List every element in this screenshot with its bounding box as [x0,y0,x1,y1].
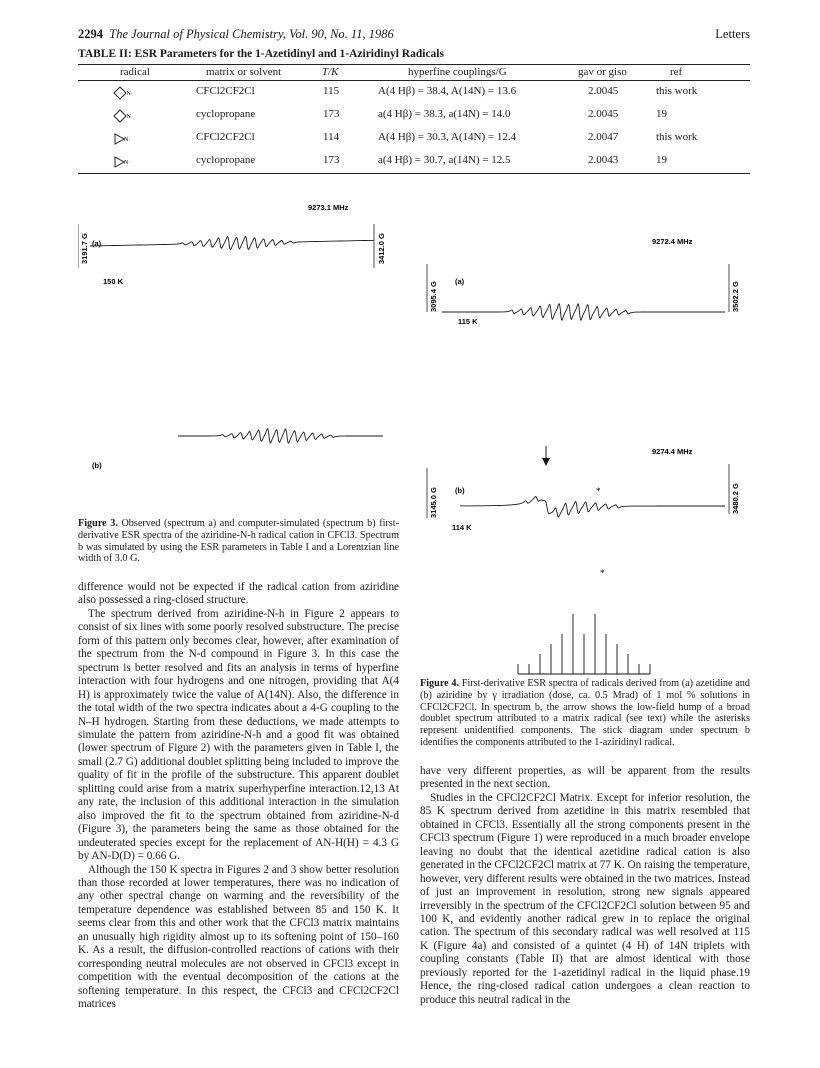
figure-3-caption-label: Figure 3. [78,518,118,529]
body-right-column [420,765,750,1007]
matrix-cell: cyclopropane [196,154,256,166]
figure-3-caption [78,518,399,565]
temp-cell: 114 [323,131,340,143]
figure-3-caption-text: Observed (spectrum a) and computer-simulated (spectrum b) first-derivative ESR spectra of the aziridine-N-h radical cation in CFCl3. Spectrum b was simulated by using the ESR parameters in Table I and a Lorentzian line width of 3.0 G. [78,518,399,565]
figure-4b-field-right: 3480.2 G [731,483,740,514]
radical-label: N· [124,137,131,143]
running-header [78,27,750,45]
table-row [78,127,750,150]
figure-4a-spectrum [442,304,725,321]
hyperfine-cell: a(4 Hβ) = 30.7, a(14N) = 12.5 [378,154,511,166]
aziridinyl-structure-icon [110,129,136,149]
aziridinyl-structure-icon [110,152,136,172]
header-hyperfine: hyperfine couplings/G [408,66,507,78]
matrix-cell: cyclopropane [196,108,256,120]
header-matrix: matrix or solvent [206,66,282,78]
figure-4b-temperature: 114 K [452,523,472,532]
paragraph: have very different properties, as will be apparent from the results presented in the next section. [420,765,750,791]
paragraph: Studies in the CFCl2CF2Cl Matrix. Except for inferior resolution, the 85 K spectrum derived from azetidine in this matrix resembled that obtained in CFCl3. Essentially all the strong components present in the CFCl3 spectrum (Figure 1) were reproduced in a much broader envelope leaving no doubt that the identical azetidine radical cation is also generated in the CFCl2CF2Cl matrix at 77 K. On raising the temperature, however, very different results were obtained in the two matrices. Instead of just an improvement in resolution, strong new signals appeared irreversibly in the spectrum of the CFCl2CF2Cl solution between 95 and 100 K, and evidently another radical grew in to replace the original cation. The spectrum of this secondary radical was well resolved at 115 K (Figure 4a) and consisted of a quintet (4 H) of 14N triplets with coupling constants (Table II) that are almost identical with those previously reported for the 1-azetidinyl radical in the liquid phase.19 Hence, the ring-closed radical cation undergoes a clean reaction to produce this neutral radical in the [420,791,750,1006]
header-radical: radical [120,66,150,78]
figure-4b-frequency: 9274.4 MHz [652,447,693,456]
figure-3-spectra [78,196,403,516]
asterisk-mark: * [600,568,605,578]
esr-parameter-table [78,64,750,174]
figure-4b-label: (b) [455,486,465,495]
figure-4b-field-left: 3145.0 G [429,487,438,518]
temp-cell: 173 [323,108,340,120]
g-cell: 2.0043 [588,154,619,166]
figure-4-caption-label: Figure 4. [420,678,460,689]
g-cell: 2.0047 [588,131,619,143]
radical-label: N· [126,91,133,97]
ref-cell: 19 [656,108,667,120]
radical-label: N· [124,160,131,166]
figure-4-caption [420,678,750,749]
g-cell: 2.0045 [588,85,619,97]
figure-4 [420,196,750,676]
paragraph: Although the 150 K spectra in Figures 2 and 3 show better resolution than those recorded at lower temperatures, there was no indication of any other spectral change on warming and the reversibility of the temperature dependence was established between 85 and 150 K. It seems clear from this and other work that the CFCl3 matrix maintains an unusually high rigidity almost up to its softening point of 150–160 K. As a result, the diffusion-controlled reactions of cations with their corresponding neutral molecules are not observed in CFCl3 except in competition with the eventual decomposition of the cations at the softening temperature. In this respect, the CFCl3 and CFCl2CF2Cl matrices [78,863,399,1011]
ref-cell: this work [656,85,698,97]
ref-cell: this work [656,131,698,143]
figure-4a-temperature: 115 K [458,317,478,326]
table-row [78,81,750,104]
figure-4b-spectrum [460,497,725,517]
figure-4a-field-right: 3502.2 G [731,281,740,312]
section-label: Letters [715,27,750,41]
figure-4a-field-left: 3095.4 G [429,281,438,312]
g-cell: 2.0045 [588,108,619,120]
table-row [78,104,750,127]
radical-label: N· [126,114,133,120]
asterisk-mark: * [596,486,601,496]
page-number: 2294 [78,27,103,41]
figure-3-frequency: 9273.1 MHz [308,203,349,212]
header-g: gav or giso [578,66,627,78]
figure-3-field-left: 3191.7 G [80,233,89,264]
temp-cell: 173 [323,154,340,166]
figure-3-spectrum-a [90,236,374,249]
paragraph: The spectrum derived from aziridine-N-h in Figure 2 appears to consist of six lines with some poorly resolved substructure. The precise form of this pattern only becomes clear, however, after examination of the spectrum from the N-d compound in Figure 3. In this case the spectrum is better resolved and fits an analysis in terms of hyperfine interaction with four hydrogens and one nitrogen, providing that A(4 H) is approximately twice the value of A(14N). Also, the difference in the total width of the two spectra indicates about a 4-G coupling to the N–H hydrogen. Starting from these deductions, we made attempts to simulate the pattern from aziridine-N-h and a good fit was obtained (lower spectrum of Figure 2) with the parameters given in Table I, the small (2.7 G) additional doublet splitting being included to improve the quality of fit in the profile of the substructure. This apparent doublet splitting could arise from a matrix superhyperfine interaction.12,13 At any rate, the inclusion of this additional interaction in the simulation also improved the fit to the spectrum obtained from aziridine-N-d (Figure 3), the parameters being the same as those obtained for the undeuterated species except for the replacement of AN-H(H) = 4.3 G by AN-D(D) = 0.66 G. [78,607,399,863]
azetidinyl-structure-icon [110,106,136,126]
figure-4-spectra [420,196,750,676]
figure-4a-label: (a) [455,277,465,286]
body-left-column [78,581,399,1012]
hyperfine-cell: A(4 Hβ) = 38.4, A(14N) = 13.6 [378,85,517,97]
hyperfine-cell: A(4 Hβ) = 30.3, A(14N) = 12.4 [378,131,517,143]
figure-3-spectrum-b [178,429,383,443]
figure-3-label-b: (b) [92,461,102,470]
figure-4-caption-text: First-derivative ESR spectra of radicals derived from (a) azetidine and (b) aziridine by γ irradiation (dose, ca. 0.5 Mrad) of 1 mol % solutions in CFCl2CF2Cl. In spectrum b, the arrow shows the low-field hump of a broad doublet spectrum attributed to a matrix radical (see text) while the asterisks represent unidentified components. The stick diagram under spectrum b identifies the components attributed to the 1-aziridinyl radical. [420,678,750,748]
matrix-radical-arrow [542,446,550,466]
ref-cell: 19 [656,154,667,166]
figure-3-label-a: (a) [92,239,102,248]
stick-diagram [518,614,650,674]
header-temp: T/K [322,66,339,78]
table-row [78,150,750,173]
azetidinyl-structure-icon [110,83,136,103]
figure-3 [78,196,403,516]
journal-title: The Journal of Physical Chemistry, Vol. 90, No. 11, 1986 [109,27,394,41]
paragraph: difference would not be expected if the radical cation from aziridine also possessed a ring-closed structure. [78,581,399,607]
figure-3-temperature: 150 K [103,277,124,286]
hyperfine-cell: a(4 Hβ) = 38.3, a(14N) = 14.0 [378,108,511,120]
figure-4a-frequency: 9272.4 MHz [652,237,693,246]
matrix-cell: CFCl2CF2Cl [196,131,255,143]
table-title: TABLE II: ESR Parameters for the 1-Azetidinyl and 1-Aziridinyl Radicals [78,48,444,60]
matrix-cell: CFCl2CF2Cl [196,85,255,97]
temp-cell: 115 [323,85,340,97]
figure-3-field-right: 3412.0 G [377,233,386,264]
header-ref: ref [670,66,683,78]
table-header-row [78,65,750,79]
